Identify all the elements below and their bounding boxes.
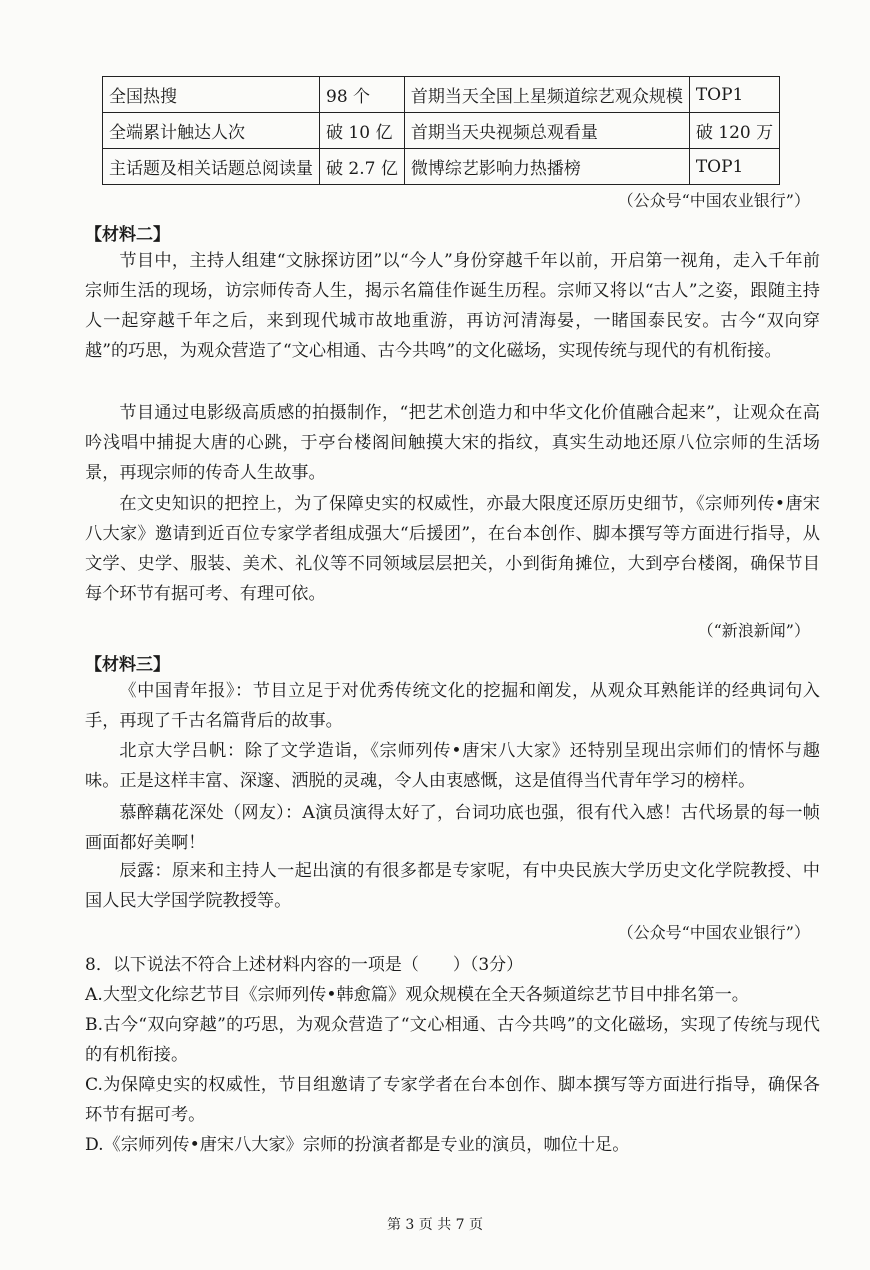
option-b: B.古今“双向穿越”的巧思，为观众营造了“文心相通、古今共鸣”的文化磁场，实现了传统与现代的有机衔接。	[85, 1015, 820, 1065]
table-cell: 破 120 万	[689, 113, 779, 149]
material2-paragraph: 节目通过电影级高质感的拍摄制作，“把艺术创造力和中华文化价值融合起来”，让观众在高吟浅唱中捕捉大唐的心跳，于亭台楼阁间触摸大宋的指纹，真实生动地还原八位宗师的生活场景，再现宗师的传奇人生故事。	[85, 403, 820, 483]
table-cell: 首期当天全国上星频道综艺观众规模	[404, 77, 689, 113]
table-cell: 主话题及相关话题总阅读量	[103, 149, 320, 185]
table-row	[103, 77, 780, 113]
page-number: 第 3 页 共 7 页	[386, 1217, 484, 1233]
table-cell: 全国热搜	[103, 77, 320, 113]
material3-paragraph: 北京大学吕帆：除了文学造诣，《宗师列传•唐宋八大家》还特别呈现出宗师们的情怀与趣味。正是这样丰富、深邃、洒脱的灵魂，令人由衷感慨，这是值得当代青年学习的榜样。	[85, 741, 820, 791]
option-c: C.为保障史实的权威性，节目组邀请了专家学者在台本创作、脚本撰写等方面进行指导，确保各环节有据可考。	[85, 1075, 820, 1125]
question-stem: 8．以下说法不符合上述材料内容的一项是（ ）（3分）	[85, 955, 524, 975]
material3-heading: 【材料三】	[85, 655, 170, 675]
table-cell: 破 10 亿	[320, 113, 405, 149]
table-cell: 全端累计触达人次	[103, 113, 320, 149]
material2-paragraph: 在文史知识的把控上，为了保障史实的权威性，亦最大限度还原历史细节，《宗师列传•唐宋八大家》邀请到近百位专家学者组成强大“后援团”，在台本创作、脚本撰写等方面进行指导，从文学、史学、服装、美术、礼仪等不同领域层层把关，小到街角摊位，大到亭台楼阁，确保节目每个环节有据可考、有理可依。	[85, 494, 820, 604]
material3-paragraph: 慕醉藕花深处（网友）：A演员演得太好了，台词功底也强，很有代入感！古代场景的每一帧画面都好美啊！	[85, 803, 820, 853]
material2-source: （“新浪新闻”）	[697, 621, 810, 640]
material2-heading: 【材料二】	[85, 225, 170, 245]
material3-paragraph: 辰露：原来和主持人一起出演的有很多都是专家呢，有中央民族大学历史文化学院教授、中国人民大学国学院教授等。	[85, 861, 820, 911]
table-cell: TOP1	[689, 77, 779, 113]
option-a: A.大型文化综艺节目《宗师列传•韩愈篇》观众规模在全天各频道综艺节目中排名第一。	[85, 985, 749, 1005]
table-cell: 98 个	[320, 77, 405, 113]
table-cell: 微博综艺影响力热播榜	[404, 149, 689, 185]
material2-paragraph: 节目中，主持人组建“文脉探访团”以“今人”身份穿越千年以前，开启第一视角，走入千年前宗师生活的现场，访宗师传奇人生，揭示名篇佳作诞生历程。宗师又将以“古人”之姿，跟随主持人一起穿越千年之后，来到现代城市故地重游，再访河清海晏，一睹国泰民安。古今“双向穿越”的巧思，为观众营造了“文心相通、古今共鸣”的文化磁场，实现传统与现代的有机衔接。	[85, 251, 820, 361]
statistics-table	[102, 76, 780, 185]
table-row	[103, 113, 780, 149]
table-cell: 破 2.7 亿	[320, 149, 405, 185]
table-cell: TOP1	[689, 149, 779, 185]
table-row	[103, 149, 780, 185]
option-d: D.《宗师列传•唐宋八大家》宗师的扮演者都是专业的演员，咖位十足。	[85, 1135, 630, 1155]
material3-source: （公众号“中国农业银行”）	[617, 923, 810, 942]
table-source: （公众号“中国农业银行”）	[617, 191, 810, 210]
table-cell: 首期当天央视频总观看量	[404, 113, 689, 149]
material3-paragraph: 《中国青年报》：节目立足于对优秀传统文化的挖掘和阐发，从观众耳熟能详的经典词句入手，再现了千古名篇背后的故事。	[85, 681, 820, 731]
